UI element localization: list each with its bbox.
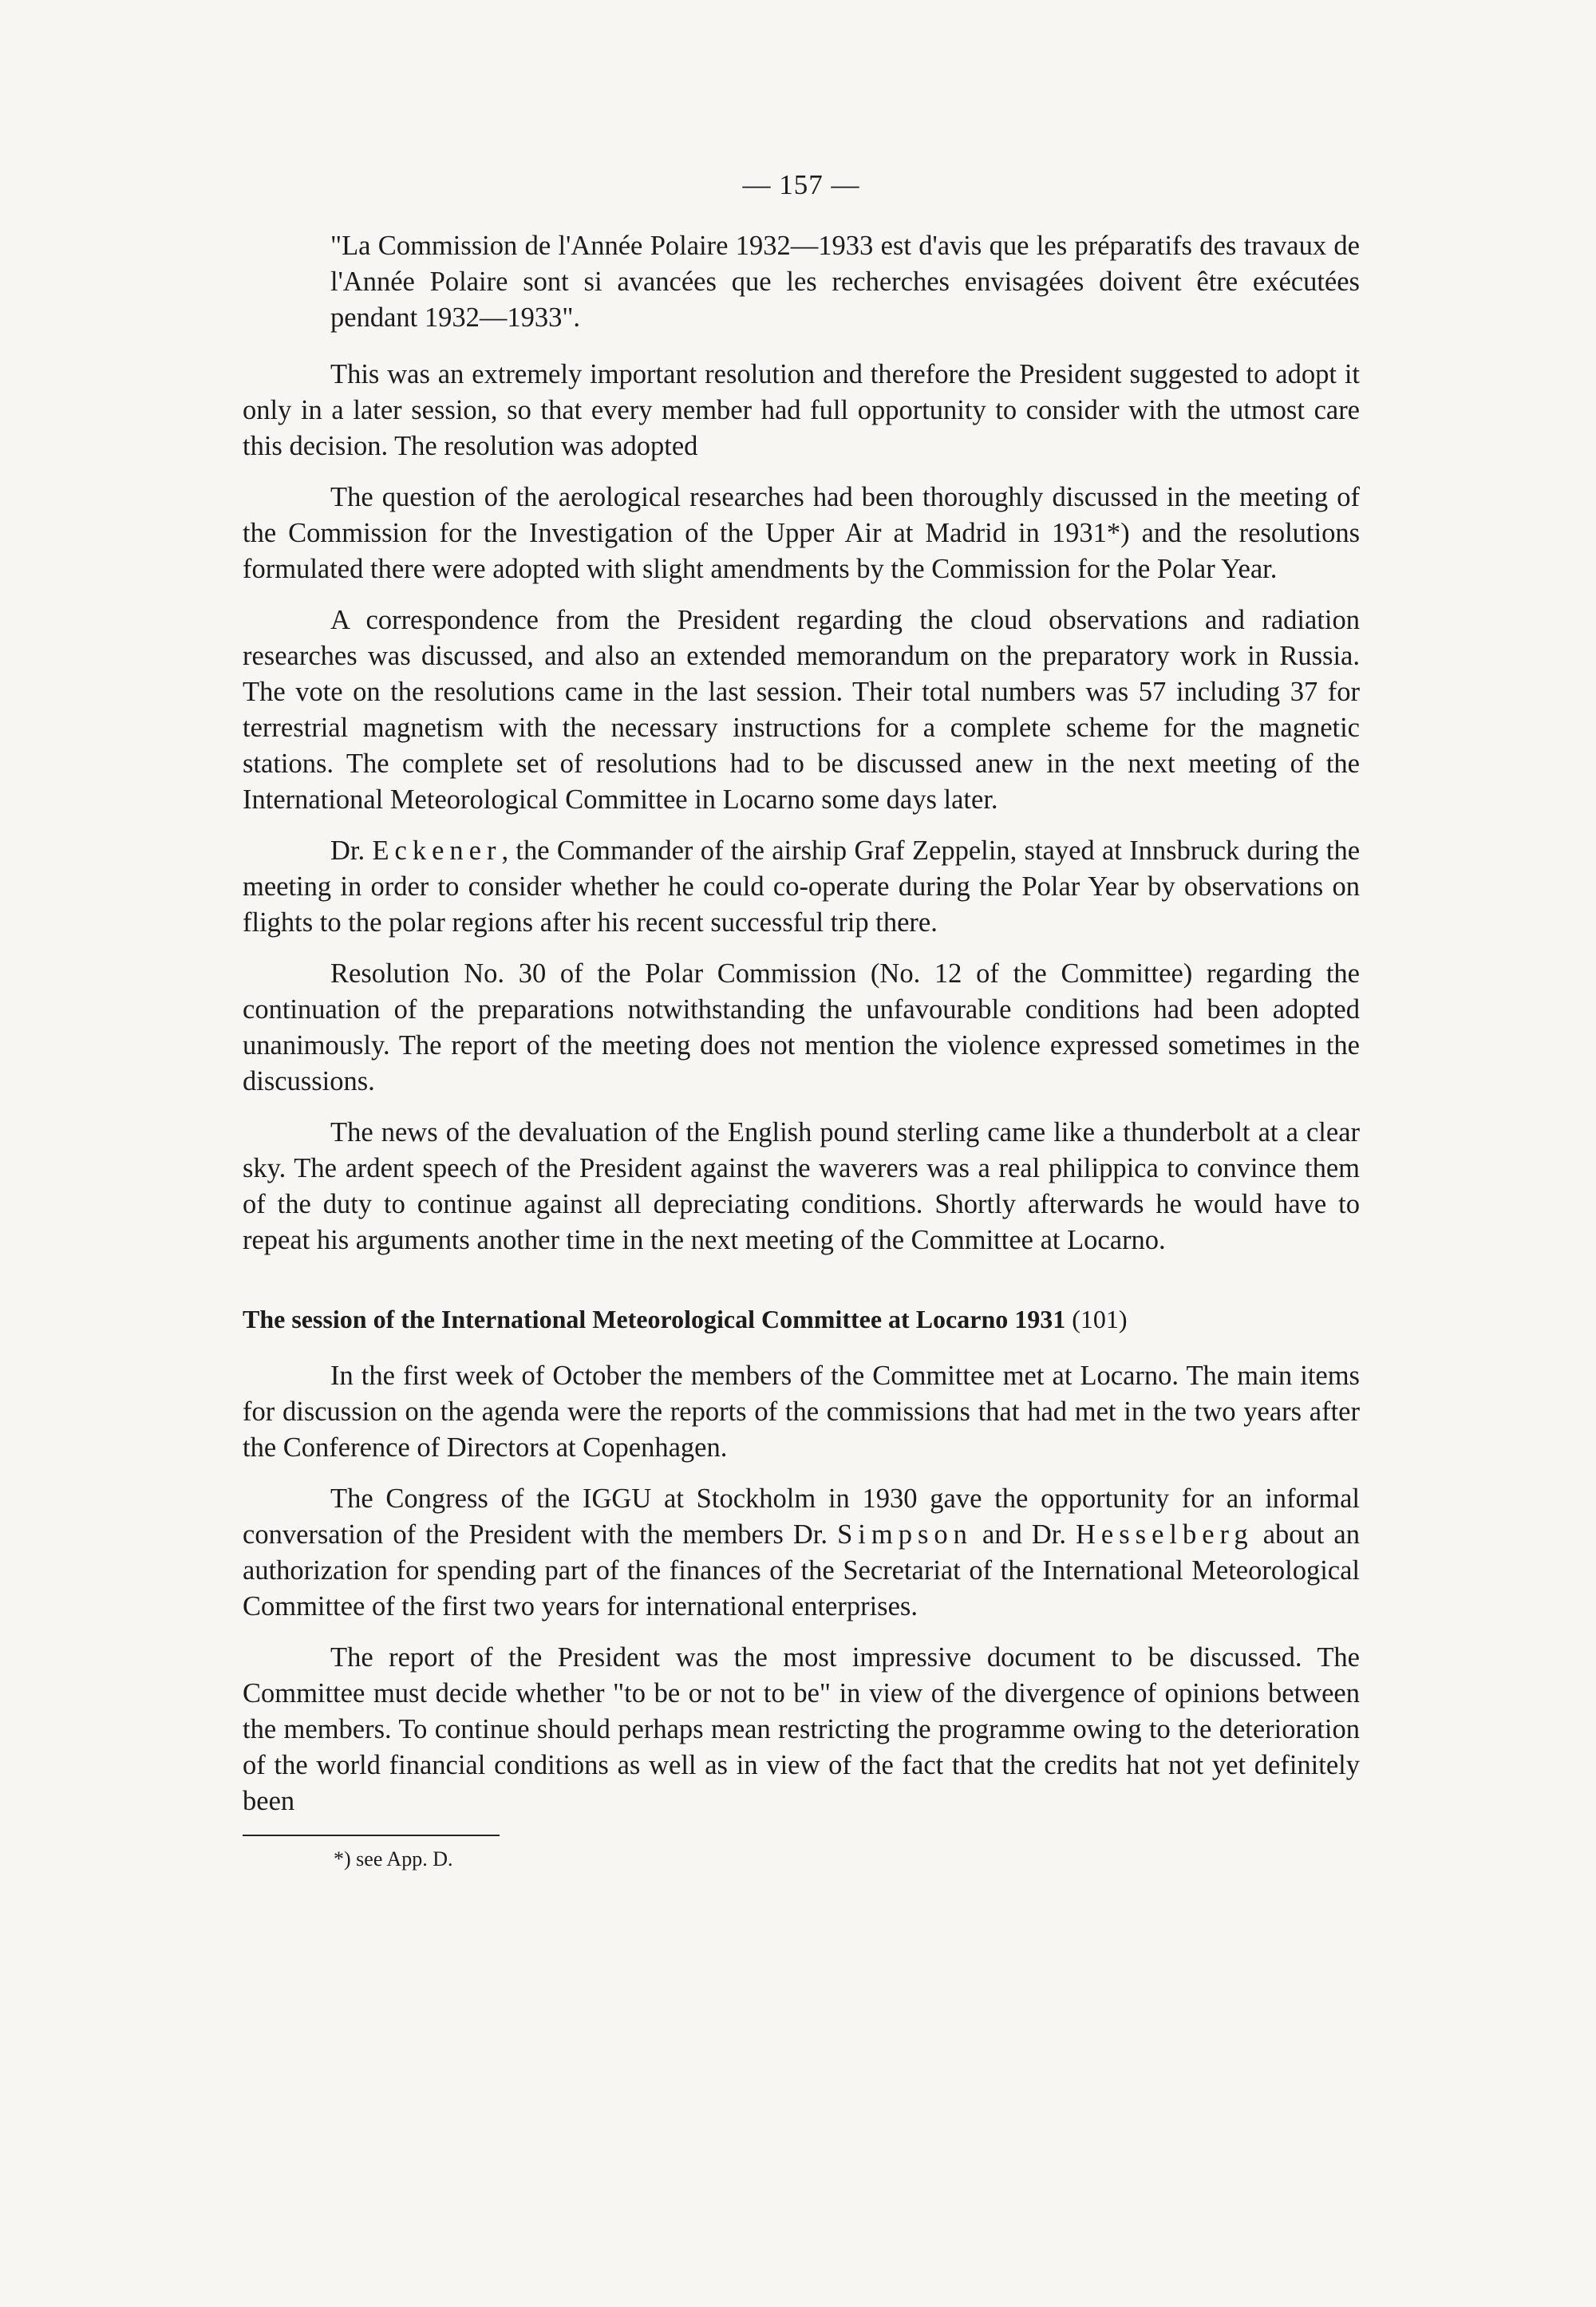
paragraph-first-week-october: In the first week of October the members of the Committee met at Locarno. The main items for discussion on the agenda were the reports of the commissions that had met in the two years after the Conference of Directors at Copenhagen.: [243, 1361, 1360, 1463]
section-heading-ref: (101): [1072, 1305, 1128, 1333]
document-page: [243, 169, 1360, 1873]
paragraph-resolution-30: Resolution No. 30 of the Polar Commission (No. 12 of the Committee) regarding the continuation of the preparations notwithstanding the unfavourable conditions had been adopted unanimously. The report of the meeting does not mention the violence expressed sometimes in the discussions.: [243, 958, 1360, 1096]
paragraph-iggu-congress: [243, 1481, 1360, 1625]
iggu-middle: and Dr.: [972, 1519, 1076, 1550]
hesselberg-name: Hesselberg: [1076, 1519, 1254, 1550]
paragraph-correspondence: A correspondence from the President regarding the cloud observations and radiation researches was discussed, and also an extended memorandum on the preparatory work in Russia. The vote on the resolutions came in the last session. Their total numbers was 57 including 37 for terrestrial magnetism with the necessary instructions for a complete scheme for the magnetic stations. The complete set of resolutions had to be discussed anew in the next meeting of the International Meteorological Committee in Locarno some days later.: [243, 605, 1360, 815]
section-heading-title: The session of the International Meteorological Committee at Locarno 1931: [243, 1305, 1066, 1333]
paragraph-pound-devaluation: The news of the devaluation of the English pound sterling came like a thunderbolt at a clear sky. The ardent speech of the President against the waverers was a real philippica to convince them of the duty to continue against all depreciating conditions. Shortly afterwards he would have to repeat his arguments another time in the next meeting of the Committee at Locarno.: [243, 1117, 1360, 1255]
eckener-before: Dr.: [330, 835, 373, 866]
page-number: — 157 —: [742, 169, 860, 200]
paragraph-aerological-researches: The question of the aerological researches had been thoroughly discussed in the meeting of the Commission for the Investigation of the Upper Air at Madrid in 1931*) and the resolutions formulated there were adopted with slight amendments by the Commission for the Polar Year.: [243, 482, 1360, 584]
iggu-after: about an authorization for spending part of the finances of the Secretariat of the International Meteorological Committee of the first two years for international enterprises.: [243, 1519, 1360, 1622]
eckener-after: , the Commander of the airship Graf Zeppelin, stayed at Innsbruck during the meeting in order to consider whether he could co-operate during the Polar Year by observations on flights to the polar regions after his recent successful trip there.: [243, 835, 1361, 938]
paragraph-resolution-importance: This was an extremely important resolution and therefore the President suggested to adopt it only in a later session, so that every member had full opportunity to consider with the utmost care this decision. The resolution was adopted: [243, 359, 1360, 461]
section-heading: [243, 1302, 1360, 1337]
footnote: *) see App. D.: [334, 1847, 453, 1870]
simpson-name: Simpson: [837, 1519, 973, 1550]
iggu-before: The Congress of the IGGU at Stockholm in 1930 gave the opportunity for an informal conversation of the President with the members Dr.: [243, 1483, 1360, 1550]
french-resolution-quote: "La Commission de l'Année Polaire 1932—1933 est d'avis que les préparatifs des travaux de l'Année Polaire sont si avancées que les recherches envisagées doivent être exécutées pendant 1932—1933".: [330, 231, 1360, 333]
eckener-name: Eckener: [372, 835, 502, 866]
footnote-divider: [243, 1835, 500, 1836]
paragraph-president-report: The report of the President was the most impressive document to be discussed. The Committee must decide whether "to be or not to be" in view of the divergence of opinions between the members. To continue should perhaps mean restricting the programme owing to the deterioration of the world financial conditions as well as in view of the fact that the credits hat not yet definitely been: [243, 1642, 1360, 1816]
paragraph-eckener: [243, 833, 1360, 941]
